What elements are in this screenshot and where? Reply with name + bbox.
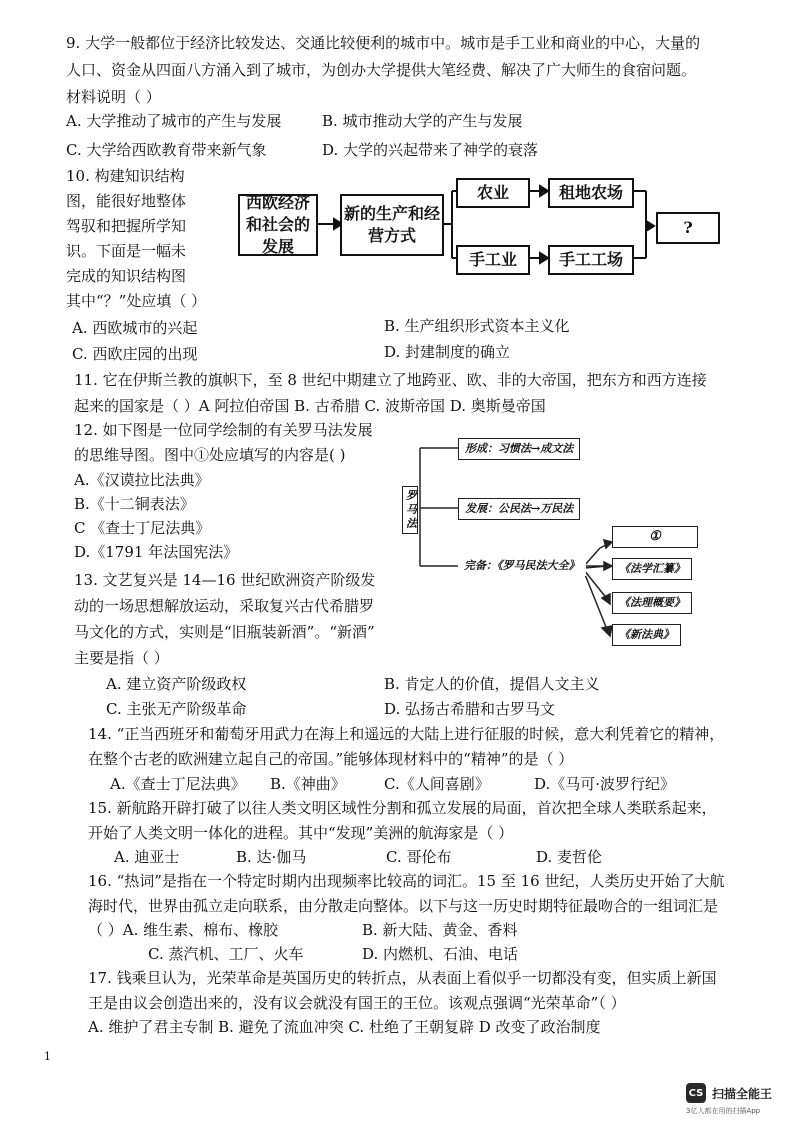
q14-option-b: B.《神曲》 (270, 775, 346, 793)
q13-option-a: A. 建立资产阶级政权 (106, 675, 247, 693)
q12-line1: 12. 如下图是一位同学绘制的有关罗马法发展 (74, 421, 373, 439)
q13-line3: 马文化的方式，实则是“旧瓶装新酒”。“新酒” (74, 623, 375, 641)
scanner-watermark (686, 1083, 772, 1103)
q14-option-c: C.《人间喜剧》 (384, 775, 490, 793)
q16-option-b: B. 新大陆、黄金、香料 (362, 921, 518, 939)
q12-option-b: B.《十二铜表法》 (74, 495, 195, 513)
q12-node-novels: 《新法典》 (612, 624, 681, 646)
brand-tagline: 3亿人都在用的扫描App (686, 1107, 761, 1115)
q16-line1: 16. “热词”是指在一个特定时期内出现频率比较高的词汇。15 至 16 世纪，人类历史开始了大航 (88, 872, 725, 890)
q13-option-b: B. 肯定人的价值，提倡人文主义 (384, 675, 600, 693)
q15-option-b: B. 达·伽马 (236, 848, 307, 866)
q17-line2: 王是由议会创造出来的，没有议会就没有国王的王位。该观点强调“光荣革命”（ ） (88, 994, 626, 1012)
q15-option-a: A. 迪亚士 (114, 848, 180, 866)
q14-option-d: D.《马可·波罗行纪》 (534, 775, 676, 793)
q10-option-b: B. 生产组织形式资本主义化 (384, 317, 570, 335)
q10-line5: 完成的知识结构图 (66, 267, 187, 285)
q10-box-workshop: 手工工场 (548, 245, 634, 275)
q13-option-c: C. 主张无产阶级革命 (106, 700, 247, 718)
q10-box-western-europe-development: 西欧经济和社会的发展 (238, 194, 318, 256)
q12-line2: 的思维导图。图中①处应填写的内容是( ) (74, 446, 346, 464)
q12-option-a: A.《汉谟拉比法典》 (74, 471, 210, 489)
q11-line1: 11. 它在伊斯兰教的旗帜下，至 8 世纪中期建立了地跨亚、欧、非的大帝国，把东方和西方连接 (74, 371, 707, 389)
q9-option-b: B. 城市推动大学的产生与发展 (322, 112, 523, 130)
q10-option-a: A. 西欧城市的兴起 (72, 319, 198, 337)
q10-line6: 其中“？”处应填（ ） (66, 292, 207, 310)
q12-option-c: C 《查士丁尼法典》 (74, 519, 211, 537)
q13-option-d: D. 弘扬古希腊和古罗马文 (384, 700, 556, 718)
q10-box-agriculture: 农业 (456, 178, 530, 208)
q15-option-d: D. 麦哲伦 (536, 848, 603, 866)
q10-box-new-production-methods: 新的生产和经营方式 (340, 194, 444, 256)
q10-line2: 图，能很好地整体 (66, 192, 187, 210)
q16-line3: （ ）A. 维生素、棉布、橡胶 (88, 921, 279, 939)
q9-line2: 人口、资金从四面八方涌入到了城市，为创办大学提供大笔经费、解决了广大师生的食宿问题。 (66, 61, 697, 79)
q10-line4: 识。下面是一幅未 (66, 242, 187, 260)
q9-option-c: C. 大学给西欧教育带来新气象 (66, 141, 267, 159)
page-number: 1 (44, 1050, 51, 1063)
q13-line4: 主要是指（ ） (74, 649, 169, 667)
q14-option-a: A.《查士丁尼法典》 (110, 775, 246, 793)
q12-node-completion: 完备：《罗马民法大全》 (458, 556, 586, 576)
q17-options: A. 维护了君主专制 B. 避免了流血冲突 C. 杜绝了王朝复辟 D 改变了政治制度 (88, 1018, 601, 1036)
q13-line1: 13. 文艺复兴是 14—16 世纪欧洲资产阶级发 (74, 571, 376, 589)
q15-option-c: C. 哥伦布 (386, 848, 452, 866)
q12-option-d: D.《1791 年法国宪法》 (74, 543, 239, 561)
q12-root-roman-law: 罗马法 (402, 486, 418, 534)
q10-option-d: D. 封建制度的确立 (384, 343, 511, 361)
q12-node-digest: 《法学汇纂》 (612, 558, 692, 580)
q10-line3: 驾驭和把握所学知 (66, 217, 187, 235)
q10-line1: 10. 构建知识结构 (66, 167, 185, 185)
q15-line1: 15. 新航路开辟打破了以往人类文明区域性分割和孤立发展的局面，首次把全球人类联系起来， (88, 799, 717, 817)
q9-option-a: A. 大学推动了城市的产生与发展 (66, 112, 282, 130)
q11-line2: 起来的国家是（ ）A 阿拉伯帝国 B. 古希腊 C. 波斯帝国 D. 奥斯曼帝国 (74, 397, 546, 415)
q17-line1: 17. 钱乘旦认为，光荣革命是英国历史的转折点，从表面上看似乎一切都没有变，但实质上新国 (88, 969, 717, 987)
q9-line1: 9. 大学一般都位于经济比较发达、交通比较便利的城市中。城市是手工业和商业的中心，大量的 (66, 34, 701, 52)
q9-line3: 材料说明（ ） (66, 88, 161, 106)
brand-name: 扫描全能王 (712, 1086, 773, 1101)
q12-node-blank-1: ① (612, 526, 698, 548)
q16-option-d: D. 内燃机、石油、电话 (362, 945, 519, 963)
q12-node-institutes: 《法理概要》 (612, 592, 692, 614)
q13-line2: 动的一场思想解放运动，采取复兴古代希腊罗 (74, 597, 375, 615)
q10-box-leased-farm: 租地农场 (548, 178, 634, 208)
camscanner-logo-icon: CS (686, 1083, 706, 1103)
q16-option-c: C. 蒸汽机、工厂、火车 (148, 945, 304, 963)
q9-option-d: D. 大学的兴起带来了神学的衰落 (322, 141, 539, 159)
q10-box-handicraft: 手工业 (456, 245, 530, 275)
q16-line2: 海时代，世界由孤立走向联系，由分散走向整体。以下与这一历史时期特征最吻合的一组词汇是 (88, 897, 719, 915)
q14-line2: 在整个古老的欧洲建立起自己的帝国。”能够体现材料中的“精神”的是（ ） (88, 750, 574, 768)
q10-option-c: C. 西欧庄园的出现 (72, 345, 198, 363)
q15-line2: 开始了人类文明一体化的进程。其中“发现”美洲的航海家是（ ） (88, 824, 514, 842)
q12-node-formation: 形成：习惯法→成文法 (458, 438, 580, 460)
q12-node-development: 发展：公民法→万民法 (458, 498, 580, 520)
q10-box-question-mark: ? (656, 212, 720, 244)
q14-line1: 14. “正当西班牙和葡萄牙用武力在海上和遥远的大陆上进行征服的时候，意大利凭着它的精神， (88, 725, 725, 743)
